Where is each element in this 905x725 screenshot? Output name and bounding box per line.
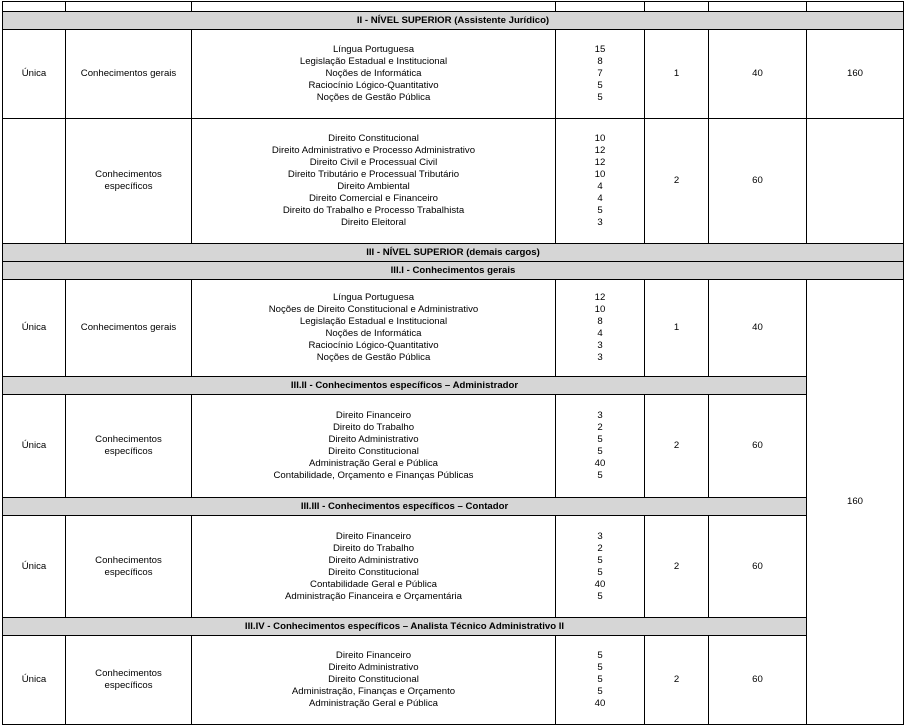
questoes-cell bbox=[556, 119, 645, 244]
questoes: 4 bbox=[597, 181, 603, 192]
disciplina: Direito Financeiro bbox=[335, 650, 412, 661]
prova-label: Conhecimentos bbox=[95, 169, 162, 180]
peso-cell: 2 bbox=[645, 119, 709, 244]
disciplina: Direito Constitucional bbox=[328, 674, 419, 685]
prova-label: específicos bbox=[104, 446, 153, 457]
questoes: 10 bbox=[594, 169, 606, 180]
questoes: 5 bbox=[597, 650, 603, 661]
prova-label: específicos bbox=[104, 181, 153, 192]
questoes-cell bbox=[556, 30, 645, 119]
peso-cell: 1 bbox=[645, 280, 709, 377]
pontuacao-cell: 60 bbox=[709, 119, 807, 244]
disciplina: Administração Geral e Pública bbox=[308, 698, 439, 709]
disciplina: Administração, Finanças e Orçamento bbox=[291, 686, 456, 697]
etapa-cell: Única bbox=[3, 30, 66, 119]
table-row bbox=[3, 395, 904, 498]
section-title-ii: II - NÍVEL SUPERIOR (Assistente Jurídico) bbox=[3, 12, 904, 30]
disciplina: Direito do Trabalho e Processo Trabalhista bbox=[282, 205, 465, 216]
disciplina: Direito Civil e Processual Civil bbox=[309, 157, 438, 168]
questoes: 7 bbox=[597, 68, 603, 79]
section-header-iii-i bbox=[3, 262, 904, 280]
section-header-iii bbox=[3, 244, 904, 262]
section-title-iii-ii: III.II - Conhecimentos específicos – Administrador bbox=[3, 377, 807, 395]
section-header-iii-ii bbox=[3, 377, 904, 395]
total-cell: 160 bbox=[807, 280, 904, 725]
etapa-cell: Única bbox=[3, 636, 66, 725]
disciplina: Contabilidade Geral e Pública bbox=[310, 578, 437, 590]
section-title-iii-iv: III.IV - Conhecimentos específicos – Analista Técnico Administrativo II bbox=[3, 618, 807, 636]
questoes: 12 bbox=[594, 145, 606, 156]
disciplina: Direito Constitucional bbox=[328, 566, 419, 578]
disciplina: Direito Administrativo bbox=[328, 554, 419, 566]
disciplina: Direito Tributário e Processual Tributário bbox=[287, 169, 460, 180]
disciplina: Administração Financeira e Orçamentária bbox=[284, 590, 463, 602]
questoes: 5 bbox=[597, 80, 603, 91]
questoes: 12 bbox=[594, 157, 606, 168]
questoes: 12 bbox=[594, 292, 606, 303]
etapa-cell: Única bbox=[3, 395, 66, 498]
disciplina: Noções de Gestão Pública bbox=[316, 352, 431, 363]
prova-label: Conhecimentos bbox=[95, 554, 162, 566]
table-row bbox=[3, 30, 904, 119]
prova-cell bbox=[66, 516, 192, 618]
questoes: 5 bbox=[597, 662, 603, 673]
disciplina: Direito Administrativo bbox=[328, 662, 419, 673]
questoes: 40 bbox=[594, 698, 606, 709]
questoes-cell bbox=[556, 395, 645, 498]
questoes: 2 bbox=[597, 422, 603, 433]
disciplina: Direito Eleitoral bbox=[340, 217, 407, 228]
disciplina: Noções de Informática bbox=[325, 68, 422, 79]
disciplina: Raciocínio Lógico-Quantitativo bbox=[308, 80, 439, 91]
prova-cell bbox=[66, 636, 192, 725]
questoes: 10 bbox=[594, 133, 606, 144]
pontuacao-cell: 40 bbox=[709, 280, 807, 377]
questoes: 4 bbox=[597, 328, 603, 339]
total-cell: 160 bbox=[807, 30, 904, 119]
disciplina: Direito Financeiro bbox=[335, 530, 412, 542]
questoes: 5 bbox=[597, 470, 603, 481]
pontuacao-cell: 60 bbox=[709, 395, 807, 498]
questoes: 3 bbox=[597, 530, 603, 542]
disciplinas-cell bbox=[192, 395, 556, 498]
disciplina: Contabilidade, Orçamento e Finanças Públicas bbox=[273, 470, 474, 481]
disciplina: Noções de Informática bbox=[325, 328, 422, 339]
questoes: 8 bbox=[597, 316, 603, 327]
table-row bbox=[3, 636, 904, 725]
etapa-cell: Única bbox=[3, 280, 66, 377]
peso-cell: 1 bbox=[645, 30, 709, 119]
questoes: 5 bbox=[597, 674, 603, 685]
questoes: 5 bbox=[597, 92, 603, 103]
questoes: 5 bbox=[597, 434, 603, 445]
questoes: 40 bbox=[594, 458, 606, 469]
questoes: 2 bbox=[597, 542, 603, 554]
prova-cell bbox=[66, 395, 192, 498]
section-header-iii-iv bbox=[3, 618, 904, 636]
questoes: 5 bbox=[597, 205, 603, 216]
questoes: 5 bbox=[597, 686, 603, 697]
total-cell bbox=[807, 119, 904, 244]
questoes: 3 bbox=[597, 352, 603, 363]
disciplina: Noções de Direito Constitucional e Administrativo bbox=[268, 304, 479, 315]
disciplina: Direito Constitucional bbox=[328, 446, 419, 457]
questoes: 3 bbox=[597, 217, 603, 228]
disciplina: Direito Administrativo bbox=[328, 434, 419, 445]
disciplina: Noções de Gestão Pública bbox=[316, 92, 431, 103]
etapa-cell: Única bbox=[3, 516, 66, 618]
peso-cell: 2 bbox=[645, 395, 709, 498]
section-header-iii-iii bbox=[3, 498, 904, 516]
disciplina: Direito Financeiro bbox=[335, 410, 412, 421]
disciplina: Língua Portuguesa bbox=[332, 292, 415, 303]
disciplinas-cell bbox=[192, 280, 556, 377]
section-title-iii-iii: III.III - Conhecimentos específicos – Contador bbox=[3, 498, 807, 516]
table-row bbox=[3, 2, 904, 12]
disciplina: Língua Portuguesa bbox=[332, 44, 415, 55]
table-row bbox=[3, 119, 904, 244]
questoes: 5 bbox=[597, 554, 603, 566]
peso-cell: 2 bbox=[645, 636, 709, 725]
questoes: 5 bbox=[597, 566, 603, 578]
disciplina: Direito Constitucional bbox=[328, 133, 419, 144]
questoes: 5 bbox=[597, 446, 603, 457]
prova-cell bbox=[66, 119, 192, 244]
peso-cell: 2 bbox=[645, 516, 709, 618]
disciplinas-cell bbox=[192, 636, 556, 725]
pontuacao-cell: 40 bbox=[709, 30, 807, 119]
questoes-cell bbox=[556, 516, 645, 618]
questoes: 8 bbox=[597, 56, 603, 67]
disciplina: Legislação Estadual e Institucional bbox=[299, 56, 448, 67]
etapa-cell bbox=[3, 119, 66, 244]
prova-label: específicos bbox=[104, 566, 153, 578]
pontuacao-cell: 60 bbox=[709, 636, 807, 725]
disciplina: Direito do Trabalho bbox=[332, 422, 415, 433]
questoes: 3 bbox=[597, 410, 603, 421]
prova-cell: Conhecimentos gerais bbox=[66, 280, 192, 377]
pontuacao-cell: 60 bbox=[709, 516, 807, 618]
exam-structure-table bbox=[2, 1, 904, 725]
questoes: 10 bbox=[594, 304, 606, 315]
disciplinas-cell bbox=[192, 516, 556, 618]
questoes-cell bbox=[556, 636, 645, 725]
questoes: 3 bbox=[597, 340, 603, 351]
questoes: 4 bbox=[597, 193, 603, 204]
questoes: 40 bbox=[594, 578, 606, 590]
section-title-iii: III - NÍVEL SUPERIOR (demais cargos) bbox=[3, 244, 904, 262]
table-row bbox=[3, 280, 904, 377]
disciplinas-cell bbox=[192, 30, 556, 119]
disciplina: Raciocínio Lógico-Quantitativo bbox=[308, 340, 439, 351]
prova-label: Conhecimentos bbox=[95, 668, 162, 679]
prova-label: Conhecimentos bbox=[95, 434, 162, 445]
section-title-iii-i: III.I - Conhecimentos gerais bbox=[3, 262, 904, 280]
table-row bbox=[3, 516, 904, 618]
prova-label: específicos bbox=[104, 680, 153, 691]
disciplina: Direito Ambiental bbox=[337, 181, 410, 192]
disciplinas-cell bbox=[192, 119, 556, 244]
disciplina: Administração Geral e Pública bbox=[308, 458, 439, 469]
questoes: 5 bbox=[597, 590, 603, 602]
disciplina: Legislação Estadual e Institucional bbox=[299, 316, 448, 327]
disciplina: Direito do Trabalho bbox=[332, 542, 415, 554]
disciplina: Direito Administrativo e Processo Administrativo bbox=[271, 145, 476, 156]
prova-cell: Conhecimentos gerais bbox=[66, 30, 192, 119]
questoes: 15 bbox=[594, 44, 606, 55]
questoes-cell bbox=[556, 280, 645, 377]
disciplina: Direito Comercial e Financeiro bbox=[308, 193, 439, 204]
section-header-ii bbox=[3, 12, 904, 30]
